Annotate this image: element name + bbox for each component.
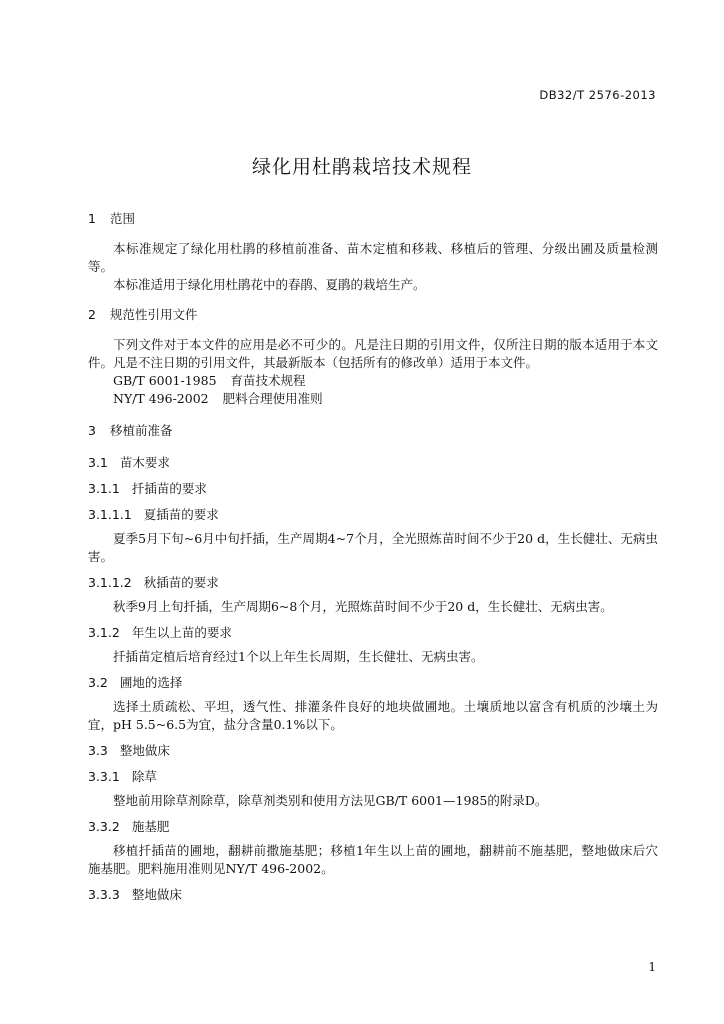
paragraph: 本标准适用于绿化用杜鹃花中的春鹃、夏鹃的栽培生产。 — [113, 277, 426, 292]
subsection-heading — [88, 454, 658, 472]
section-title: 施基肥 — [131, 819, 170, 834]
subsection-heading — [88, 742, 658, 760]
section-title: 整地做床 — [131, 887, 182, 902]
section-number: 3.3.3 — [88, 887, 120, 902]
subsection-heading — [88, 506, 658, 524]
paragraph: 选择土质疏松、平坦，透气性、排灌条件良好的地块做圃地。土壤质地以富含有机质的沙壤土为宜，pH 5.5~6.5为宜，盐分含量0.1%以下。 — [88, 699, 658, 732]
subsection-heading — [88, 624, 658, 642]
section-number: 3.1 — [88, 455, 108, 470]
section-number: 3.3.2 — [88, 819, 120, 834]
section-number: 3.1.1.1 — [88, 507, 132, 522]
subsection-heading — [88, 768, 658, 786]
reference-code: NY/T 496-2002 — [113, 391, 209, 406]
reference-name: 育苗技术规程 — [230, 373, 306, 388]
section-heading — [88, 306, 658, 324]
section-title: 除草 — [131, 769, 157, 784]
section-number: 3.3 — [88, 743, 108, 758]
section-title: 年生以上苗的要求 — [131, 625, 232, 640]
paragraph: 移植扦插苗的圃地，翻耕前撒施基肥；移植1年生以上苗的圃地，翻耕前不施基肥，整地做床后穴施基肥。肥料施用准则见NY/T 496-2002。 — [88, 843, 658, 876]
section-number: 3.1.2 — [88, 625, 120, 640]
subsection-heading — [88, 886, 658, 904]
reference-item — [88, 372, 658, 390]
paragraph: 本标准规定了绿化用杜鹃的移植前准备、苗木定植和移栽、移植后的管理、分级出圃及质量检测等。 — [88, 241, 658, 274]
section-title: 苗木要求 — [119, 455, 170, 470]
section-title: 圃地的选择 — [119, 675, 183, 690]
document-title: 绿化用杜鹃栽培技术规程 — [251, 156, 472, 178]
section-title: 扦插苗的要求 — [131, 481, 207, 496]
section-title: 夏插苗的要求 — [143, 507, 219, 522]
section-number: 3 — [88, 423, 96, 438]
standard-code: DB32/T 2576-2013 — [539, 88, 656, 102]
section-number: 1 — [88, 211, 96, 226]
paragraph: 秋季9月上旬扦插，生产周期6~8个月，光照炼苗时间不少于20 d，生长健壮、无病虫害。 — [113, 599, 613, 614]
section-heading — [88, 422, 658, 440]
section-title: 移植前准备 — [110, 423, 173, 438]
section-title: 整地做床 — [119, 743, 170, 758]
section-number: 3.1.1.2 — [88, 575, 132, 590]
section-heading — [88, 210, 658, 228]
section-number: 3.1.1 — [88, 481, 120, 496]
subsection-heading — [88, 818, 658, 836]
subsection-heading — [88, 574, 658, 592]
page-number: 1 — [648, 960, 656, 974]
section-title: 规范性引用文件 — [110, 307, 198, 322]
document-body — [88, 210, 658, 904]
paragraph: 扦插苗定植后培育经过1个以上年生长周期，生长健壮、无病虫害。 — [113, 649, 484, 664]
paragraph: 下列文件对于本文件的应用是必不可少的。凡是注日期的引用文件，仅所注日期的版本适用于本文件。凡是不注日期的引用文件，其最新版本（包括所有的修改单）适用于本文件。 — [88, 337, 658, 370]
section-title: 秋插苗的要求 — [143, 575, 219, 590]
reference-item — [88, 390, 658, 408]
section-number: 3.3.1 — [88, 769, 120, 784]
section-number: 2 — [88, 307, 96, 322]
paragraph: 夏季5月下旬~6月中旬扦插，生产周期4~7个月，全光照炼苗时间不少于20 d，生长健壮、无病虫害。 — [88, 531, 658, 564]
subsection-heading — [88, 480, 658, 498]
subsection-heading — [88, 674, 658, 692]
reference-code: GB/T 6001-1985 — [113, 373, 217, 388]
reference-name: 肥料合理使用准则 — [222, 391, 323, 406]
paragraph: 整地前用除草剂除草，除草剂类别和使用方法见GB/T 6001—1985的附录D。 — [113, 793, 548, 808]
section-number: 3.2 — [88, 675, 108, 690]
section-title: 范围 — [110, 211, 136, 226]
